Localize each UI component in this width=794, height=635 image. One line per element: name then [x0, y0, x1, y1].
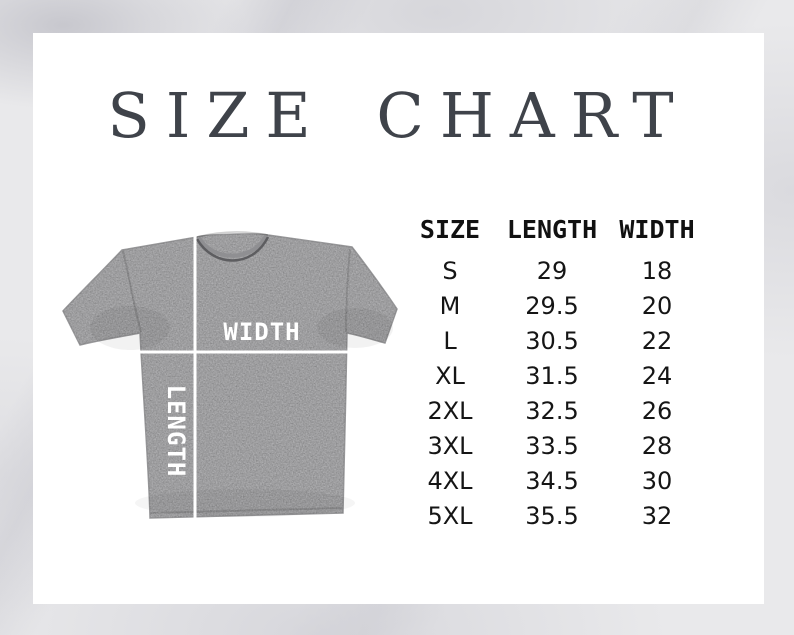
shading-left-underarm: [90, 306, 170, 350]
page-title: SIZE CHART: [107, 79, 690, 152]
length-value: 32.5: [525, 396, 579, 425]
width-value: 22: [641, 326, 673, 355]
length-value: 31.5: [525, 361, 579, 390]
width-value: 28: [641, 431, 673, 460]
table-row: [405, 358, 705, 393]
size-value: L: [443, 326, 457, 355]
width-value: 20: [641, 291, 673, 320]
width-value: 24: [641, 361, 673, 390]
table-row: [405, 428, 705, 463]
size-value: S: [442, 256, 458, 285]
table-row: [405, 498, 705, 533]
length-value: 29: [536, 256, 568, 285]
table-row: [405, 463, 705, 498]
length-label: LENGTH: [162, 384, 190, 478]
size-value: 4XL: [427, 466, 473, 495]
size-value: 5XL: [427, 501, 473, 530]
width-value: 30: [641, 466, 673, 495]
table-row: [405, 253, 705, 288]
length-value: 35.5: [525, 501, 579, 530]
column-header-size: SIZE: [419, 214, 481, 244]
table-row: [405, 393, 705, 428]
size-table: [405, 213, 705, 533]
length-value: 30.5: [525, 326, 579, 355]
column-header-length: LENGTH: [506, 214, 598, 244]
size-value: 3XL: [427, 431, 473, 460]
width-label: WIDTH: [223, 318, 301, 346]
size-chart-card: [33, 33, 764, 604]
tshirt-svg: [55, 223, 405, 529]
length-value: 33.5: [525, 431, 579, 460]
size-value: XL: [435, 361, 465, 390]
table-body: [405, 253, 705, 533]
column-header-width: WIDTH: [619, 214, 695, 244]
table-header-row: [405, 213, 705, 245]
tshirt-graphic: [55, 223, 405, 529]
width-value: 18: [641, 256, 673, 285]
table-row: [405, 323, 705, 358]
size-value: M: [439, 291, 461, 320]
length-value: 29.5: [525, 291, 579, 320]
width-value: 26: [641, 396, 673, 425]
size-value: 2XL: [427, 396, 473, 425]
table-row: [405, 288, 705, 323]
length-value: 34.5: [525, 466, 579, 495]
shading-right-underarm: [317, 308, 393, 348]
width-value: 32: [641, 501, 673, 530]
